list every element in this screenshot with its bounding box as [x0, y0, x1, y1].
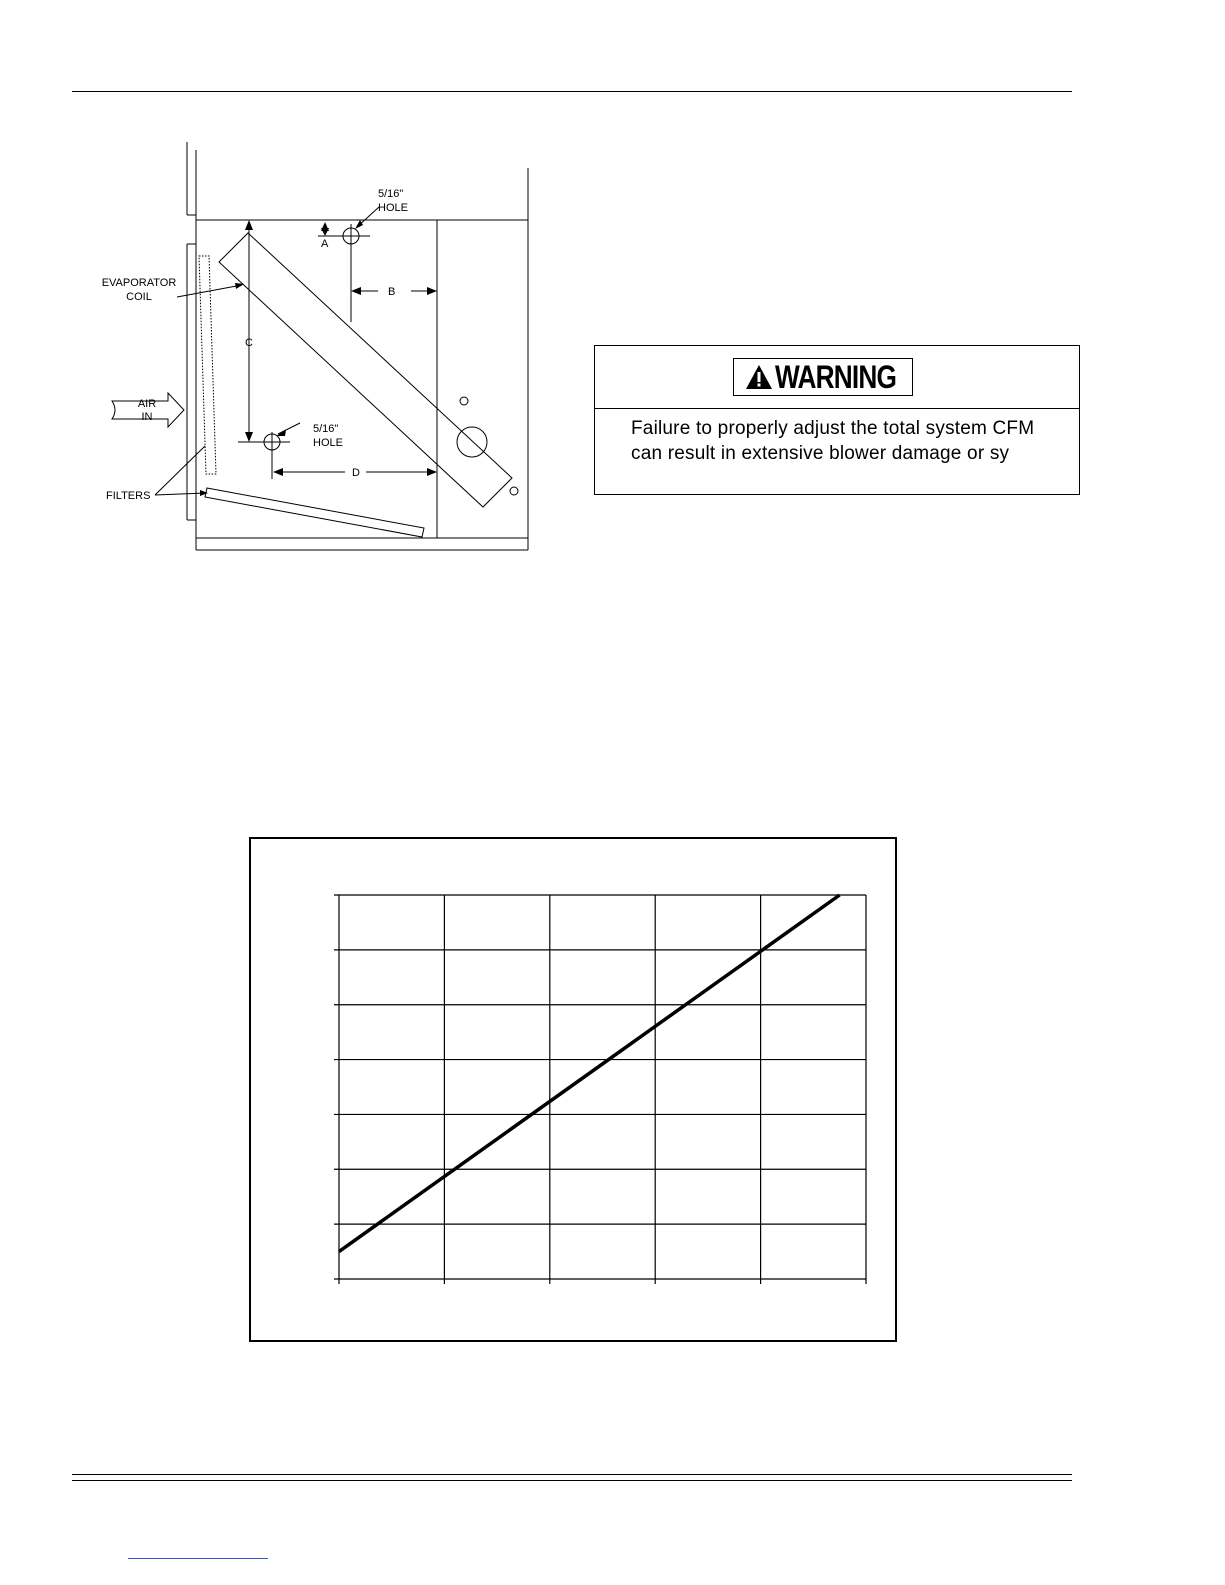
warning-line-2: can result in extensive blower damage or sy	[631, 443, 1010, 464]
evaporator-coil-label-line1: EVAPORATOR	[101, 277, 177, 289]
bottom-hole-label-line1: 5/16"	[313, 423, 339, 435]
air-in-label-line1: AIR	[137, 398, 157, 410]
bottom-hole-label-line2: HOLE	[313, 437, 343, 449]
filters-label: FILTERS	[106, 490, 151, 502]
top-hole-label-line2: HOLE	[378, 202, 408, 214]
dimension-a-label: A	[321, 238, 329, 250]
dimension-d-label: D	[352, 467, 360, 479]
top-hole-label-line1: 5/16"	[378, 188, 404, 200]
warning-line-1: Failure to properly adjust the total system CFM	[631, 418, 1035, 439]
evaporator-coil-label-line2: COIL	[126, 291, 152, 303]
dimension-c-label: C	[245, 337, 253, 349]
air-in-label-line2: IN	[141, 411, 153, 423]
footer-rule-bottom	[72, 1480, 1072, 1481]
warning-title: WARNING	[775, 358, 897, 395]
dimension-b-label: B	[388, 286, 396, 298]
chart-series	[339, 895, 840, 1252]
series-line	[339, 895, 840, 1252]
chart-grid	[334, 895, 866, 1284]
footer-link[interactable]	[128, 1558, 268, 1559]
footer-rule-top	[72, 1474, 1072, 1475]
